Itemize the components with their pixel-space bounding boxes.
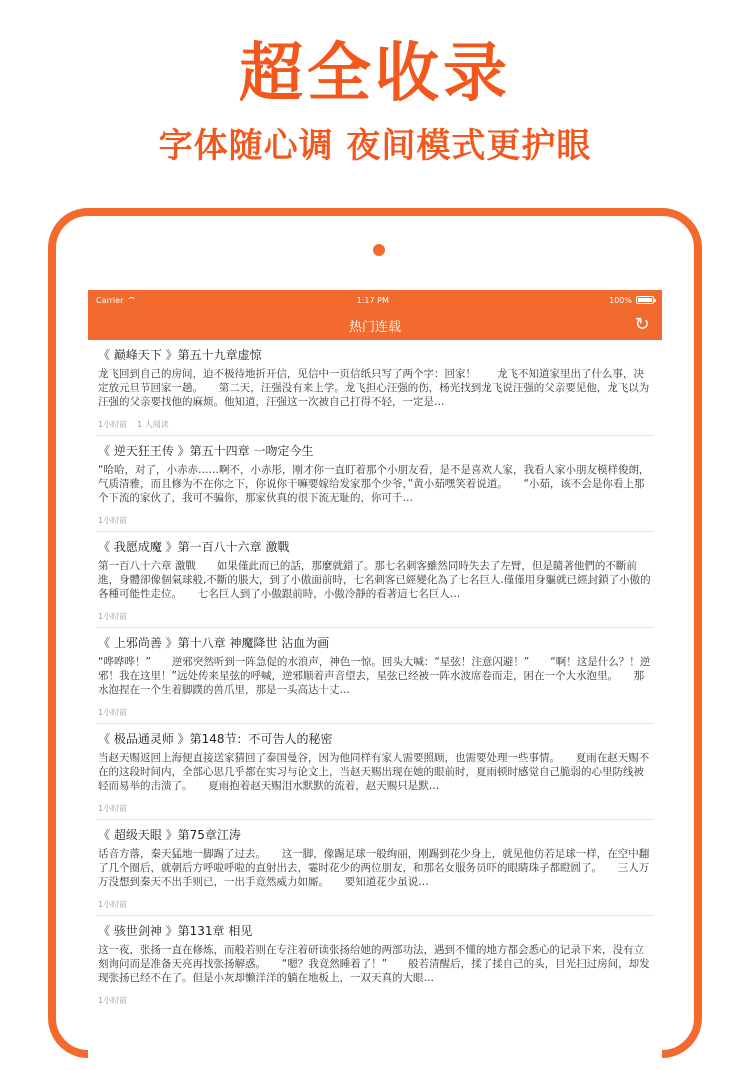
battery-percent: 100% bbox=[609, 295, 632, 305]
item-meta bbox=[98, 515, 652, 526]
promo-headline: 超全收录 bbox=[239, 37, 511, 111]
item-title: 《 极品通灵师 》第148节：不可告人的秘密 bbox=[98, 732, 333, 746]
nav-title: 热门连载 bbox=[348, 319, 401, 335]
list-item[interactable] bbox=[96, 340, 654, 436]
promo-subheadline: 字体随心调 夜间模式更护眼 bbox=[158, 126, 592, 166]
item-meta bbox=[98, 707, 652, 718]
item-meta bbox=[98, 803, 652, 814]
serial-feed bbox=[88, 340, 662, 1012]
item-excerpt: 当赵天赐返回上海便直接送家猜回了泰国曼谷，因为他同样有家人需要照顾，也需要处理一些事情。 夏雨在赵天赐不在的这段时间内，全部心思几乎都在实习与论文上，当赵天赐出现在她的眼前时，夏雨顿时感觉自己脆弱的心里防线被轻而易举的击溃了。 夏雨抱着赵天赐泪水默默的流着，赵天赐只是默… bbox=[98, 752, 650, 792]
item-time: 1小时前 bbox=[98, 900, 128, 909]
item-excerpt: 第一百八十六章 激戰 如果僅此而已的話，那麼就錯了。那七名刺客雖然同時失去了左臂，但是隨著他們的不斷前進，身體卻像個氣球般,不斷的脹大，到了小傲面前時，七名刺客已經變化為了七名巨人.僅僅用身軀就已經封鎖了小傲的各種可能性走位。 七名巨人到了小傲跟前時，小傲冷靜的看著這七名巨人… bbox=[98, 560, 651, 600]
item-title: 《 超级天眼 》第75章江涛 bbox=[98, 828, 241, 842]
camera-dot bbox=[373, 244, 385, 256]
nav-bar bbox=[88, 310, 662, 340]
item-title: 《 我愿成魔 》第一百八十六章 激戰 bbox=[98, 540, 290, 554]
item-excerpt: “哗哗哗！” 逆邪突然听到一阵急促的水浪声，神色一惊。回头大喊：“星弦！注意闪避！” “啊！这是什么？！逆邪！我在这里！”远处传来星弦的呼喊，逆邪顺着声音望去，星弦已经被一阵水波席卷而走，困在一个大水泡里。 那水泡捏在一个生着脚蹼的兽爪里，那是一头高达十丈… bbox=[98, 656, 651, 696]
carrier-label: Carrier bbox=[96, 295, 124, 305]
item-time: 1小时前 bbox=[98, 708, 128, 717]
list-item[interactable] bbox=[96, 532, 654, 628]
item-meta bbox=[98, 611, 652, 622]
list-item[interactable] bbox=[96, 724, 654, 820]
list-item[interactable] bbox=[96, 628, 654, 724]
app-screen bbox=[88, 290, 662, 1070]
item-title: 《 巅峰天下 》第五十九章虚惊 bbox=[98, 348, 262, 362]
item-time: 1小时前 bbox=[98, 612, 128, 621]
refresh-icon[interactable]: ↻ bbox=[634, 314, 650, 335]
battery-icon bbox=[636, 296, 654, 304]
item-excerpt: 话音方落，秦天猛地一脚踢了过去。 这一脚，像踢足球一般绚丽，刚踢到花少身上，就见他仿若足球一样，在空中翻了几个圈后，就朝后方呼啦呼啦的直射出去，霎时花少的两位朋友，和那名女服务员吓的眼睛珠子都瞪圆了。 三人万万没想到秦天不出手则已，一出手竟然威力如厮。 要知道花少虽说… bbox=[98, 848, 650, 888]
wifi-icon bbox=[127, 297, 136, 303]
item-time: 1小时前 bbox=[98, 516, 128, 525]
list-item[interactable] bbox=[96, 820, 654, 916]
list-item[interactable] bbox=[96, 436, 654, 532]
item-meta bbox=[98, 995, 652, 1006]
item-meta bbox=[98, 899, 652, 910]
item-title: 《 逆天狂王传 》第五十四章 一吻定今生 bbox=[98, 444, 314, 458]
item-time: 1小时前 bbox=[98, 996, 128, 1005]
item-meta bbox=[98, 419, 652, 430]
item-readers: 1 人阅读 bbox=[137, 420, 169, 429]
tablet-frame bbox=[48, 208, 702, 1058]
item-title: 《 骇世剑神 》第131章 相见 bbox=[98, 924, 253, 938]
item-time: 1小时前 bbox=[98, 420, 128, 429]
item-excerpt: 这一夜，张扬一直在修炼，而般若则在专注着研读张扬给她的两部功法，遇到不懂的地方都会悉心的记录下来，没有立刻询问而是准备天亮再找张扬解惑。 “嗯？我竟然睡着了！” 般若清醒后，揉了揉自己的头，目光扫过房间，却发现张扬已经不在了。但是小灰却懒洋洋的躺在地板上，一双天真的大眼… bbox=[98, 944, 650, 984]
item-title: 《 上邪尚善 》第十八章 神魔降世 沾血为画 bbox=[98, 636, 330, 650]
item-time: 1小时前 bbox=[98, 804, 128, 813]
item-excerpt: “哈哈，对了，小赤赤……啊不，小赤彤，刚才你一直盯着那个小朋友看，是不是喜欢人家，我看人家小朋友模样俊朗，气质清雅，而且修为不在你之下，你说你干嘛要嫁给发家那个少爷，”黄小茹嘿笑着说道。 “小茹，该不会是你看上那个下流的家伙了，我可不骗你，那家伙真的很下流无耻的，你可千… bbox=[98, 464, 650, 504]
list-item[interactable] bbox=[96, 916, 654, 1012]
status-time: 1:17 PM bbox=[356, 295, 389, 305]
status-bar bbox=[88, 290, 662, 310]
item-excerpt: 龙飞回到自己的房间，迫不极待地折开信，见信中一页信纸只写了两个字：回家！ 龙飞不知道家里出了什么事，决定放元旦节回家一趟。 第二天，汪强没有来上学。龙飞担心汪强的伤，杨光找到龙飞说汪强的父亲要见他，龙飞以为汪强的父亲要找他的麻烦。他知道，汪强这一次被自己打得不轻，一定是… bbox=[98, 368, 650, 408]
